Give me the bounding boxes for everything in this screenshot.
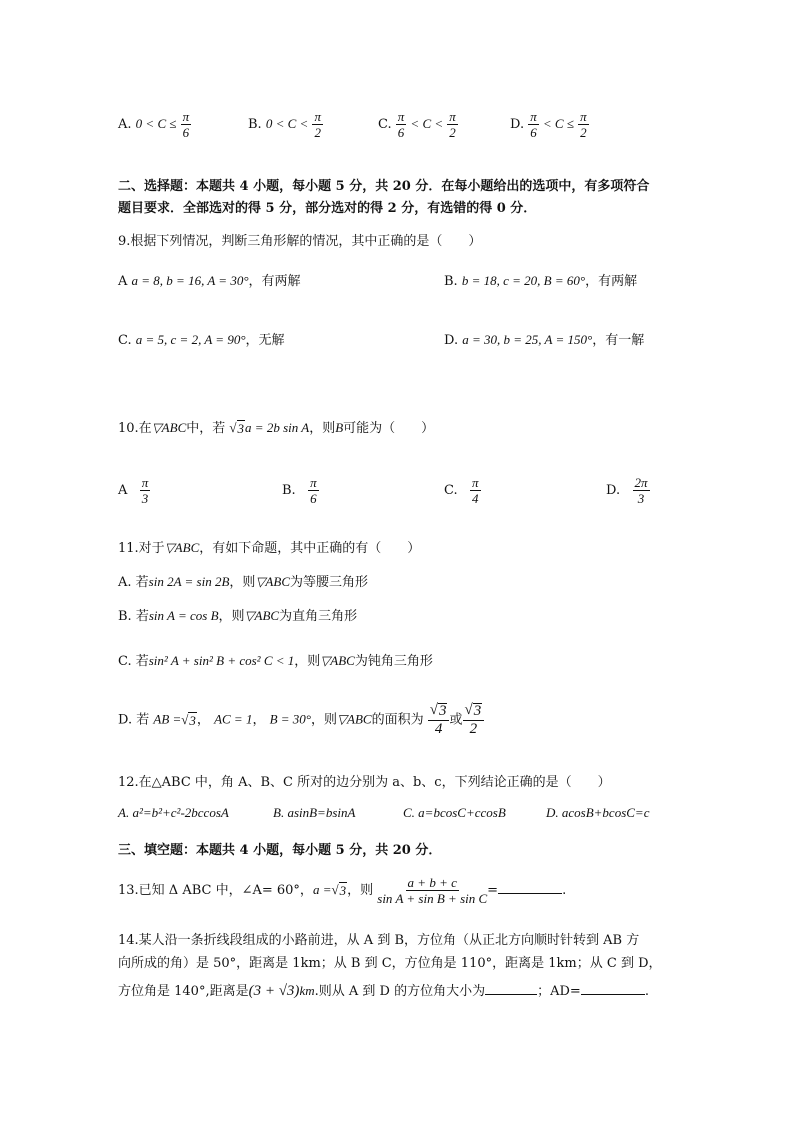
q12-option-a: A. a²=b²+c²-2bccosA	[118, 805, 229, 820]
q14-line3: 方位角是 140°,距离是(3 + √3)km.则从 A 到 D 的方位角大小为 ；AD= .	[118, 983, 649, 999]
q14-distance-blank[interactable]	[581, 993, 645, 995]
q13-stem: 13.已知 Δ ABC 中，∠A= 60°，a =√ 3 ，则 $\frac{a + b + c}{\text{sin A + sin B + sin C}}$ = .	[118, 875, 567, 906]
q8-option-b: B. 0 < C < $\frac{\pi}{2}$	[248, 109, 321, 140]
q14-line1: 14.某人沿一条折线段组成的小路前进，从 A 到 B，方位角（从正北方向顺时针转到 AB 方	[118, 933, 640, 948]
q13-answer-blank[interactable]	[498, 892, 562, 894]
q14-line2: 向所成的角）是 50°，距离是 1km；从 B 到 C，方位角是 110°，距离是 1km；从 C 到 D，	[118, 956, 662, 971]
q11-stem: 11.对于▽ABC，有如下命题，其中正确的有（ ）	[118, 540, 421, 556]
q8-option-d: D. $\frac{\pi}{6}$ < C ≤ $\frac{\pi}{2}$	[510, 109, 587, 140]
q12-option-d: D. acosB+bcosC=c	[546, 805, 650, 820]
q8-option-a: A. 0 < C ≤ $\frac{\pi}{6}$	[118, 109, 190, 140]
q11-option-d: D. 若 AB =√ 3 ， AC = 1， B = 30°，则▽ABC的面积为 √ 3 4 或 √ 3 2	[118, 703, 484, 737]
q9-stem: 9.根据下列情况，判断三角形解的情况，其中正确的是（ ）	[118, 234, 482, 249]
q11-option-b: B. 若sin A = cos B，则▽ABC为直角三角形	[118, 608, 358, 624]
q9-option-c: C. a = 5, c = 2, A = 90°，无解	[118, 332, 285, 348]
q11-option-a: A. 若sin 2A = sin 2B，则▽ABC为等腰三角形	[118, 574, 369, 590]
q11-option-c: C. 若sin² A + sin² B + cos² C < 1，则▽ABC为钝角三角形	[118, 653, 433, 669]
q10-option-d: D. $\frac{2\pi}{3}$	[606, 475, 648, 506]
q10-option-a: A $\frac{\pi}{3}$	[118, 475, 149, 506]
section3-heading: 三、填空题：本题共 4 小题，每小题 5 分，共 20 分．	[118, 843, 442, 858]
q9-option-a: A a = 8, b = 16, A = 30°，有两解	[118, 273, 301, 289]
q10-option-c: C. $\frac{\pi}{4}$	[444, 475, 479, 506]
q9-option-d: D. a = 30, b = 25, A = 150°，有一解	[444, 332, 645, 348]
q8-option-c: C. $\frac{\pi}{6}$ < C < $\frac{\pi}{2}$	[378, 109, 456, 140]
q14-angle-blank[interactable]	[485, 993, 537, 995]
q12-option-b: B. asinB=bsinA	[273, 805, 356, 820]
q10-option-b: B. $\frac{\pi}{6}$	[282, 475, 317, 506]
q9-option-b: B. b = 18, c = 20, B = 60°，有两解	[444, 273, 638, 289]
q10-stem: 10.在▽ABC中，若 √ 3 a = 2b sin A，则B可能为（ ）	[118, 420, 435, 436]
q12-stem: 12.在△ABC 中，角 A、B、C 所对的边分别为 a、b、c，下列结论正确的是（ ）	[118, 775, 611, 790]
section2-heading-line2: 题目要求．全部选对的得 5 分，部分选对的得 2 分，有选错的得 0 分．	[118, 201, 537, 216]
section2-heading-line1: 二、选择题：本题共 4 小题，每小题 5 分，共 20 分．在每小题给出的选项中，有多项符合	[118, 179, 650, 194]
q12-option-c: C. a=bcosC+ccosB	[403, 805, 506, 820]
